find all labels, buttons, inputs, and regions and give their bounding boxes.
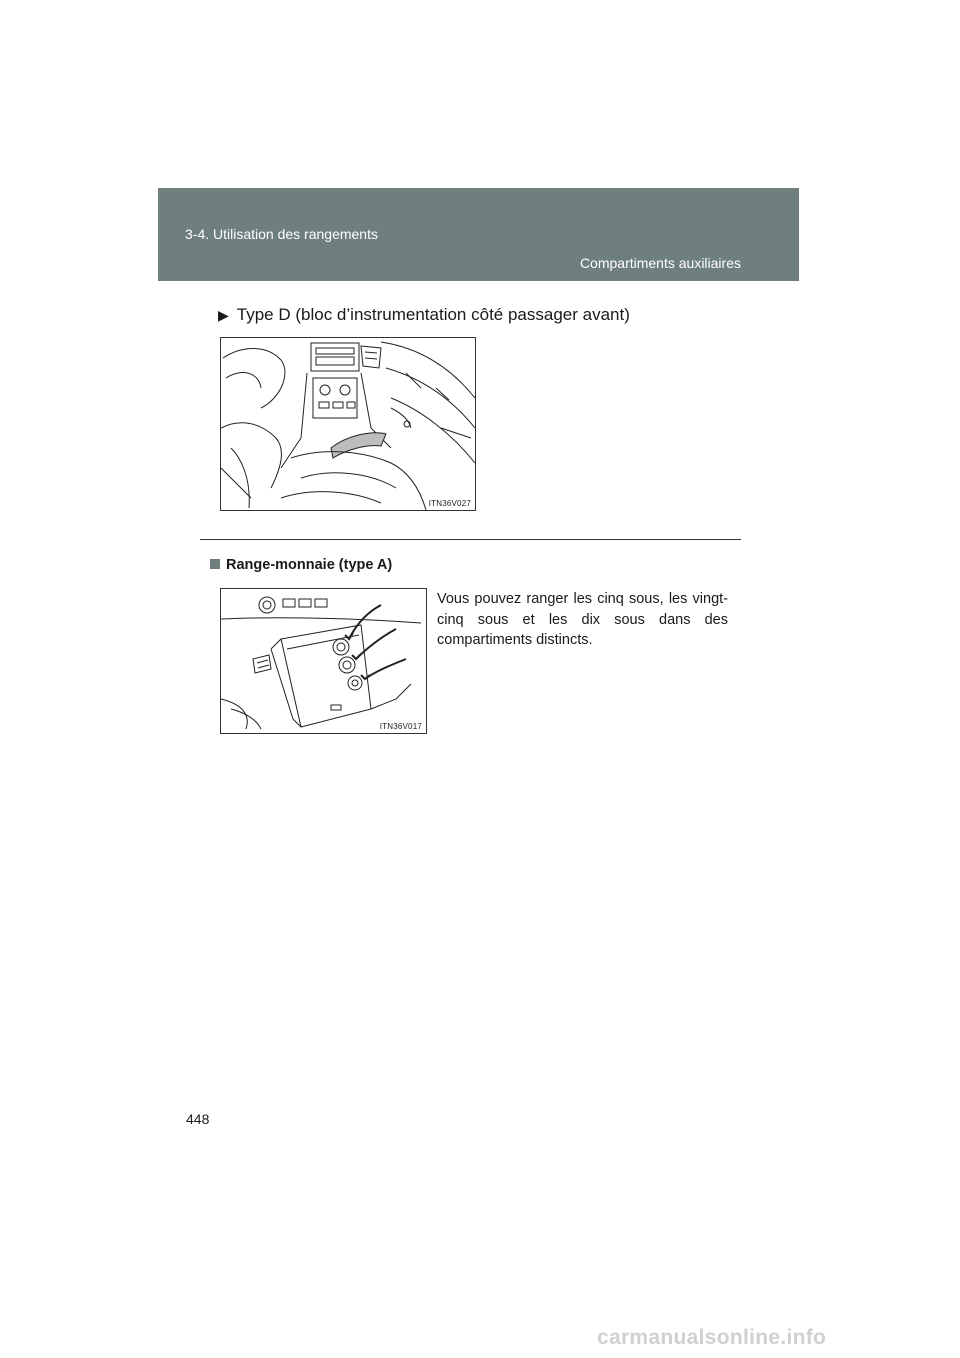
section-heading xyxy=(210,557,392,573)
header-title: Compartiments auxiliaires xyxy=(579,255,741,271)
dashboard-drawing xyxy=(221,338,475,510)
subsection-heading xyxy=(218,305,630,325)
watermark: carmanualsonline.info xyxy=(597,1326,827,1349)
header-section: 3-4. Utilisation des rangements xyxy=(185,226,378,242)
coin-holder-drawing xyxy=(221,589,426,733)
coin-holder-illustration xyxy=(220,588,427,734)
section-divider xyxy=(200,539,741,540)
section-title: Range-monnaie (type A) xyxy=(226,557,393,573)
subsection-label: Type D (bloc d’instrumentation côté passager avant) xyxy=(236,305,630,324)
figure-code: ITN36V017 xyxy=(379,722,422,731)
figure-code: ITN36V027 xyxy=(428,499,471,508)
triangle-right-icon: ▶ xyxy=(218,307,229,323)
page-header xyxy=(158,188,799,281)
square-bullet-icon xyxy=(210,559,220,569)
dashboard-illustration xyxy=(220,337,476,511)
page-number: 448 xyxy=(186,1111,210,1127)
section-description: Vous pouvez ranger les cinq sous, les vingt-cinq sous et les dix sous dans des compartiments distincts. xyxy=(437,591,728,648)
